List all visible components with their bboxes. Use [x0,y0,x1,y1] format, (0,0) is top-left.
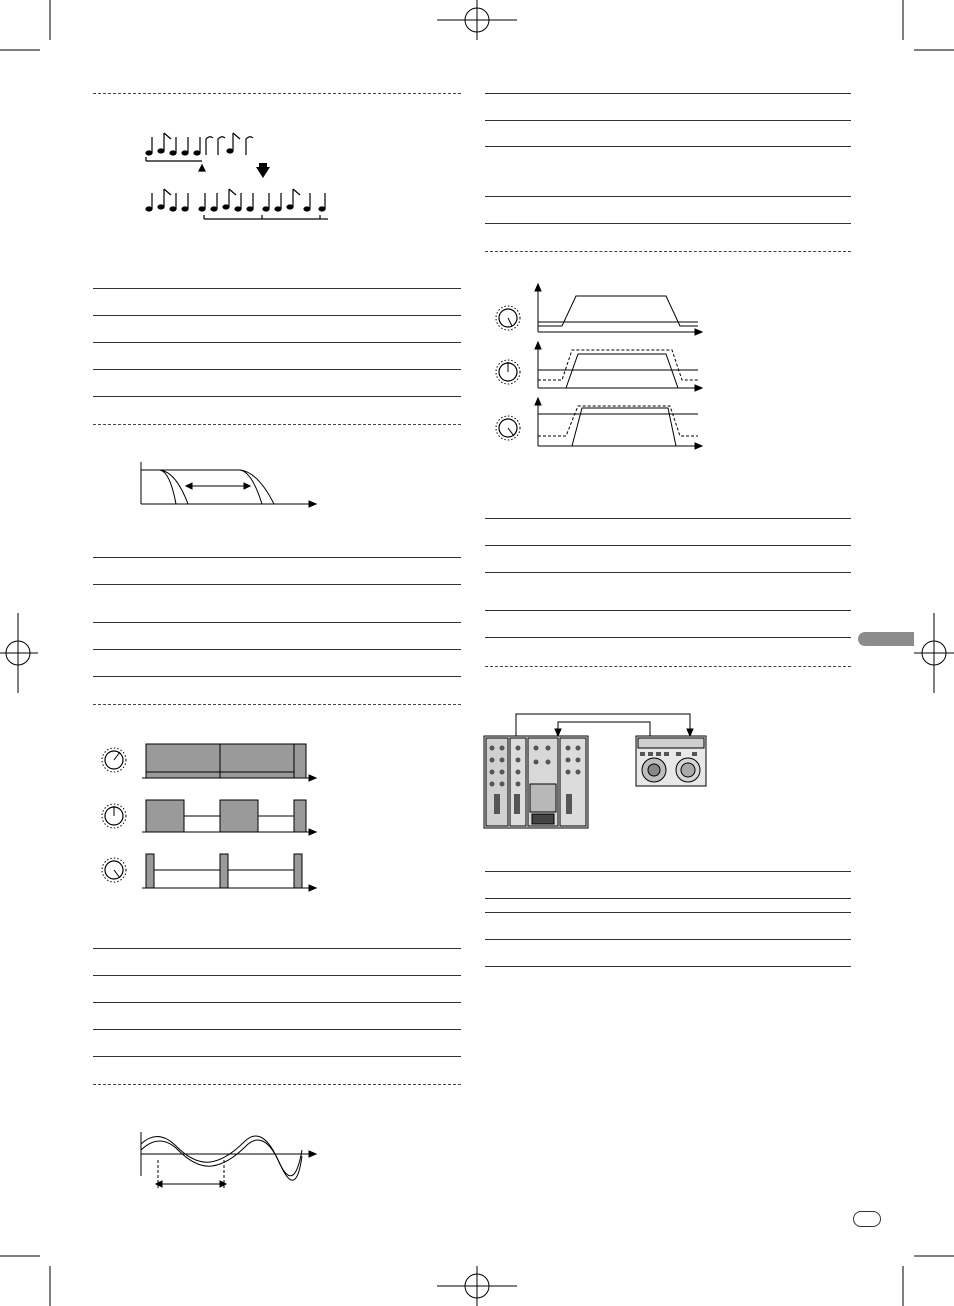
table-rule [93,948,461,949]
knob-icon [102,804,126,828]
table-rule [93,622,461,623]
table-rule [485,939,851,940]
language-tab [858,632,914,646]
table-rule [485,518,851,519]
knob-icon [496,360,520,384]
section-divider [485,251,851,252]
mixer-icon [484,736,588,828]
note-row-bottom [146,189,325,211]
filter-release-diagram [140,460,320,510]
table-rule [93,1029,461,1030]
mixer-sampler-connection-diagram [482,708,722,832]
table-rule [93,396,461,397]
table-rule [93,342,461,343]
table-rule [485,146,851,147]
note-row-top [146,133,253,155]
section-divider [485,666,851,667]
table-rule [93,557,461,558]
lfo-wave-diagram [140,1130,320,1190]
table-rule [485,898,851,899]
knob-icon [496,306,520,330]
table-rule [93,584,461,585]
section-divider [93,704,461,705]
table-rule [485,545,851,546]
table-rule [93,975,461,976]
table-rule [485,93,851,94]
trans-gate-diagram [96,736,326,896]
section-divider [93,93,461,94]
page-number-badge [853,1211,881,1227]
gate-knob-curves-diagram [490,282,710,452]
table-rule [93,315,461,316]
table-rule [485,912,851,913]
table-rule [485,120,851,121]
sampler-icon [636,736,706,786]
table-rule [93,1056,461,1057]
knob-icon [102,748,126,772]
table-rule [485,637,851,638]
table-rule [93,1002,461,1003]
table-rule [485,871,851,872]
table-rule [93,288,461,289]
table-rule [485,966,851,967]
table-rule [93,676,461,677]
section-divider [93,424,461,425]
knob-icon [102,858,126,882]
arrow-down-icon [256,167,270,178]
table-rule [93,649,461,650]
table-rule [485,572,851,573]
table-rule [485,610,851,611]
table-rule [485,196,851,197]
table-rule [93,369,461,370]
knob-icon [496,416,520,440]
table-rule [485,223,851,224]
note-sequence-diagram [140,125,340,225]
section-divider [93,1084,461,1085]
